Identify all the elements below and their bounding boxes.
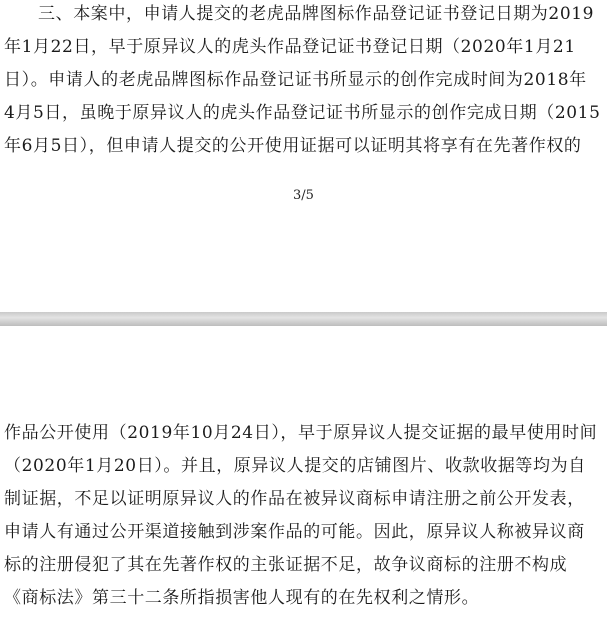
paragraph-line: 申请人有通过公开渠道接触到涉案作品的可能。因此，原异议人称被异议商 xyxy=(4,522,585,542)
paragraph-line: 年6月5日），但申请人提交的公开使用证据可以证明其将享有在先著作权的 xyxy=(4,136,582,156)
paragraph-line: 作品公开使用（2019年10月24日），早于原异议人提交证据的最早使用时间 xyxy=(4,423,598,443)
paragraph-line: 《商标法》第三十二条所指损害他人现有的在先权利之情形。 xyxy=(4,588,480,608)
paragraph-line: 制证据，不足以证明原异议人的作品在被异议商标申请注册之前公开发表， xyxy=(4,489,585,509)
page-number: 3/5 xyxy=(293,188,314,203)
paragraph-line: 三、本案中，申请人提交的老虎品牌图标作品登记证书登记日期为2019 xyxy=(38,4,595,24)
page-separator xyxy=(0,312,607,326)
paragraph-line: 标的注册侵犯了其在先著作权的主张证据不足，故争议商标的注册不构成 xyxy=(4,555,568,575)
paragraph-line: 年1月22日，早于原异议人的虎头作品登记证书登记日期（2020年1月21 xyxy=(4,37,576,57)
document-page-4 xyxy=(0,326,607,626)
document-page-3 xyxy=(0,0,607,312)
paragraph-line: 4月5日，虽晚于原异议人的虎头作品登记证书所显示的创作完成日期（2015 xyxy=(4,103,601,123)
paragraph-line: （2020年1月20日）。并且，原异议人提交的店铺图片、收款收据等均为自 xyxy=(4,456,586,476)
paragraph-line: 日）。申请人的老虎品牌图标作品登记证书所显示的创作完成时间为2018年 xyxy=(4,70,587,90)
